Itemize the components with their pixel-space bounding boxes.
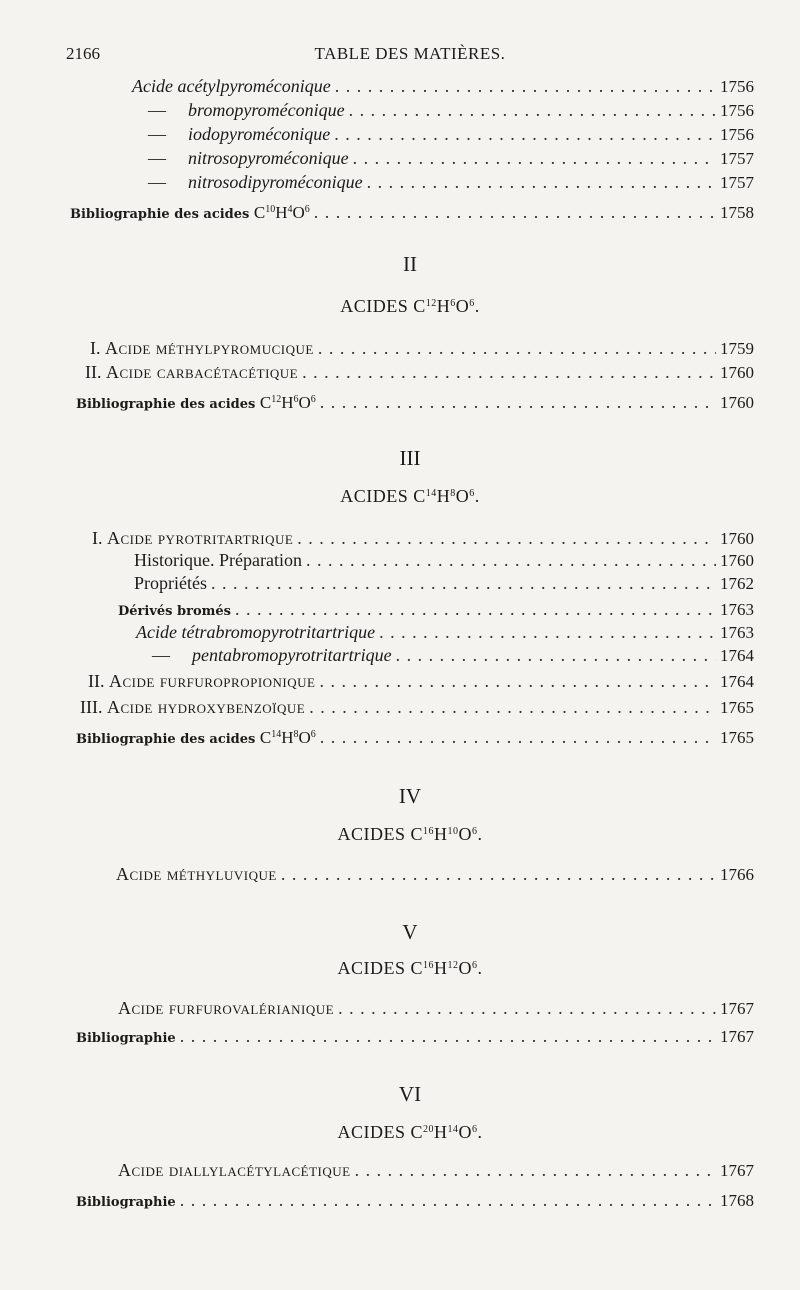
entry-label: Acide acétylpyroméconique bbox=[132, 76, 331, 96]
toc-entry bbox=[88, 671, 754, 695]
formula: $C^{12}H^6O^6$ bbox=[259, 393, 316, 412]
entry-label: Acide méthyluvique bbox=[116, 864, 277, 884]
entry-label: iodopyroméconique bbox=[188, 124, 331, 144]
ditto-dash: — bbox=[148, 148, 166, 168]
section-number: V bbox=[402, 920, 418, 944]
leader-dots bbox=[320, 392, 716, 413]
section-title: ACIDES $C^{20}H^{14}O^6$. bbox=[337, 1122, 483, 1142]
entry-page: 1767 bbox=[720, 1027, 754, 1046]
toc-entry bbox=[152, 645, 754, 669]
section-number: IV bbox=[398, 784, 422, 808]
leader-dots bbox=[211, 573, 716, 594]
entry-label: Bibliographie des acides bbox=[76, 732, 256, 747]
section-number: III bbox=[399, 446, 421, 470]
leader-dots bbox=[306, 550, 716, 571]
leader-dots bbox=[180, 1190, 716, 1211]
entry-page: 1760 bbox=[720, 393, 754, 412]
leader-dots bbox=[335, 76, 716, 97]
entry-label: Acide furfurovalérianique bbox=[118, 998, 335, 1018]
toc-entry bbox=[116, 864, 754, 888]
entry-label: Propriétés bbox=[134, 573, 207, 593]
section-title: ACIDES $C^{16}H^{10}O^6$. bbox=[337, 824, 483, 844]
section-title: ACIDES $C^{16}H^{12}O^6$. bbox=[337, 958, 483, 978]
leader-dots bbox=[320, 727, 716, 748]
entry-label: bromopyroméconique bbox=[188, 100, 345, 120]
entry-page: 1765 bbox=[720, 698, 754, 717]
toc-entry bbox=[132, 76, 754, 100]
page-header bbox=[66, 44, 754, 68]
entry-label: Acide diallylacétylacétique bbox=[118, 1160, 351, 1180]
leader-dots bbox=[302, 362, 716, 383]
entry-page: 1766 bbox=[720, 865, 754, 884]
leader-dots bbox=[318, 338, 716, 359]
entry-page: 1760 bbox=[720, 551, 754, 570]
toc-bibliography bbox=[76, 1190, 754, 1214]
entry-page: 1767 bbox=[720, 999, 754, 1018]
entry-label: Acide carbacétacétique bbox=[106, 362, 299, 382]
toc-bibliography bbox=[76, 392, 754, 416]
leader-dots bbox=[338, 998, 716, 1019]
toc-entry bbox=[148, 124, 754, 148]
toc-entry bbox=[134, 550, 754, 574]
toc-entry bbox=[92, 528, 754, 552]
entry-page: 1756 bbox=[720, 125, 754, 144]
ditto-dash: — bbox=[152, 645, 170, 665]
formula: $C^{10}H^4O^6$ bbox=[253, 203, 310, 222]
entry-page: 1768 bbox=[720, 1191, 754, 1210]
toc-entry bbox=[148, 100, 754, 124]
toc-entry bbox=[80, 697, 754, 721]
leader-dots bbox=[319, 671, 716, 692]
entry-label: Bibliographie bbox=[76, 1195, 176, 1210]
entry-page: 1757 bbox=[720, 173, 754, 192]
toc-bibliography bbox=[76, 1026, 754, 1050]
toc-entry bbox=[118, 599, 754, 623]
entry-page: 1764 bbox=[720, 646, 754, 665]
section-number: VI bbox=[398, 1082, 422, 1106]
ditto-dash: — bbox=[148, 124, 166, 144]
entry-page: 1764 bbox=[720, 672, 754, 691]
section-title: ACIDES $C^{12}H^6O^6$. bbox=[340, 296, 480, 316]
entry-page: 1760 bbox=[720, 363, 754, 382]
entry-page: 1763 bbox=[720, 623, 754, 642]
toc-entry bbox=[118, 1160, 754, 1184]
entry-page: 1765 bbox=[720, 728, 754, 747]
leader-dots bbox=[180, 1026, 716, 1047]
leader-dots bbox=[396, 645, 716, 666]
entry-label: Acide furfuropropionique bbox=[109, 671, 316, 691]
entry-label: nitrosopyroméconique bbox=[188, 148, 349, 168]
entry-page: 1758 bbox=[720, 203, 754, 222]
entry-label: Acide tétrabromopyrotritartrique bbox=[136, 622, 376, 642]
toc-bibliography bbox=[70, 202, 754, 226]
entry-label: pentabromopyrotritartrique bbox=[192, 645, 392, 665]
leader-dots bbox=[353, 148, 716, 169]
entry-label: Bibliographie des acides bbox=[76, 397, 256, 412]
page-number: 2166 bbox=[66, 44, 100, 63]
leader-dots bbox=[297, 528, 716, 549]
leader-dots bbox=[355, 1160, 716, 1181]
entry-label: Historique. Préparation bbox=[134, 550, 302, 570]
entry-label: Acide pyrotritartrique bbox=[107, 528, 294, 548]
entry-label: Acide méthylpyromucique bbox=[105, 338, 314, 358]
entry-number: I. bbox=[92, 528, 103, 548]
entry-number: II. bbox=[88, 671, 105, 691]
entry-page: 1759 bbox=[720, 339, 754, 358]
toc-entry bbox=[136, 622, 754, 646]
toc-entry bbox=[90, 338, 754, 362]
section-title: ACIDES $C^{14}H^8O^6$. bbox=[340, 486, 480, 506]
leader-dots bbox=[379, 622, 716, 643]
toc-entry bbox=[148, 148, 754, 172]
ditto-dash: — bbox=[148, 100, 166, 120]
entry-page: 1760 bbox=[720, 529, 754, 548]
section-number: II bbox=[403, 252, 417, 276]
leader-dots bbox=[349, 100, 716, 121]
entry-label: Bibliographie des acides bbox=[70, 207, 250, 222]
formula: $C^{14}H^8O^6$ bbox=[259, 728, 316, 747]
entry-page: 1756 bbox=[720, 77, 754, 96]
leader-dots bbox=[367, 172, 716, 193]
entry-label: Acide hydroxybenzoïque bbox=[106, 697, 306, 717]
toc-entry bbox=[85, 362, 754, 386]
entry-number: II. bbox=[85, 362, 102, 382]
entry-label: nitrosodipyroméconique bbox=[188, 172, 363, 192]
entry-page: 1762 bbox=[720, 574, 754, 593]
toc-bibliography bbox=[76, 727, 754, 751]
leader-dots bbox=[235, 599, 716, 620]
entry-label: Bibliographie bbox=[76, 1031, 176, 1046]
entry-page: 1763 bbox=[720, 600, 754, 619]
entry-page: 1756 bbox=[720, 101, 754, 120]
entry-page: 1757 bbox=[720, 149, 754, 168]
toc-entry bbox=[148, 172, 754, 196]
leader-dots bbox=[309, 697, 716, 718]
leader-dots bbox=[281, 864, 716, 885]
leader-dots bbox=[334, 124, 716, 145]
entry-label: Dérivés bromés bbox=[118, 604, 231, 619]
entry-number: I. bbox=[90, 338, 101, 358]
toc-entry bbox=[134, 573, 754, 597]
entry-number: III. bbox=[80, 697, 103, 717]
leader-dots bbox=[314, 202, 716, 223]
ditto-dash: — bbox=[148, 172, 166, 192]
entry-page: 1767 bbox=[720, 1161, 754, 1180]
toc-entry bbox=[118, 998, 754, 1022]
running-title: TABLE DES MATIÈRES. bbox=[314, 44, 506, 63]
